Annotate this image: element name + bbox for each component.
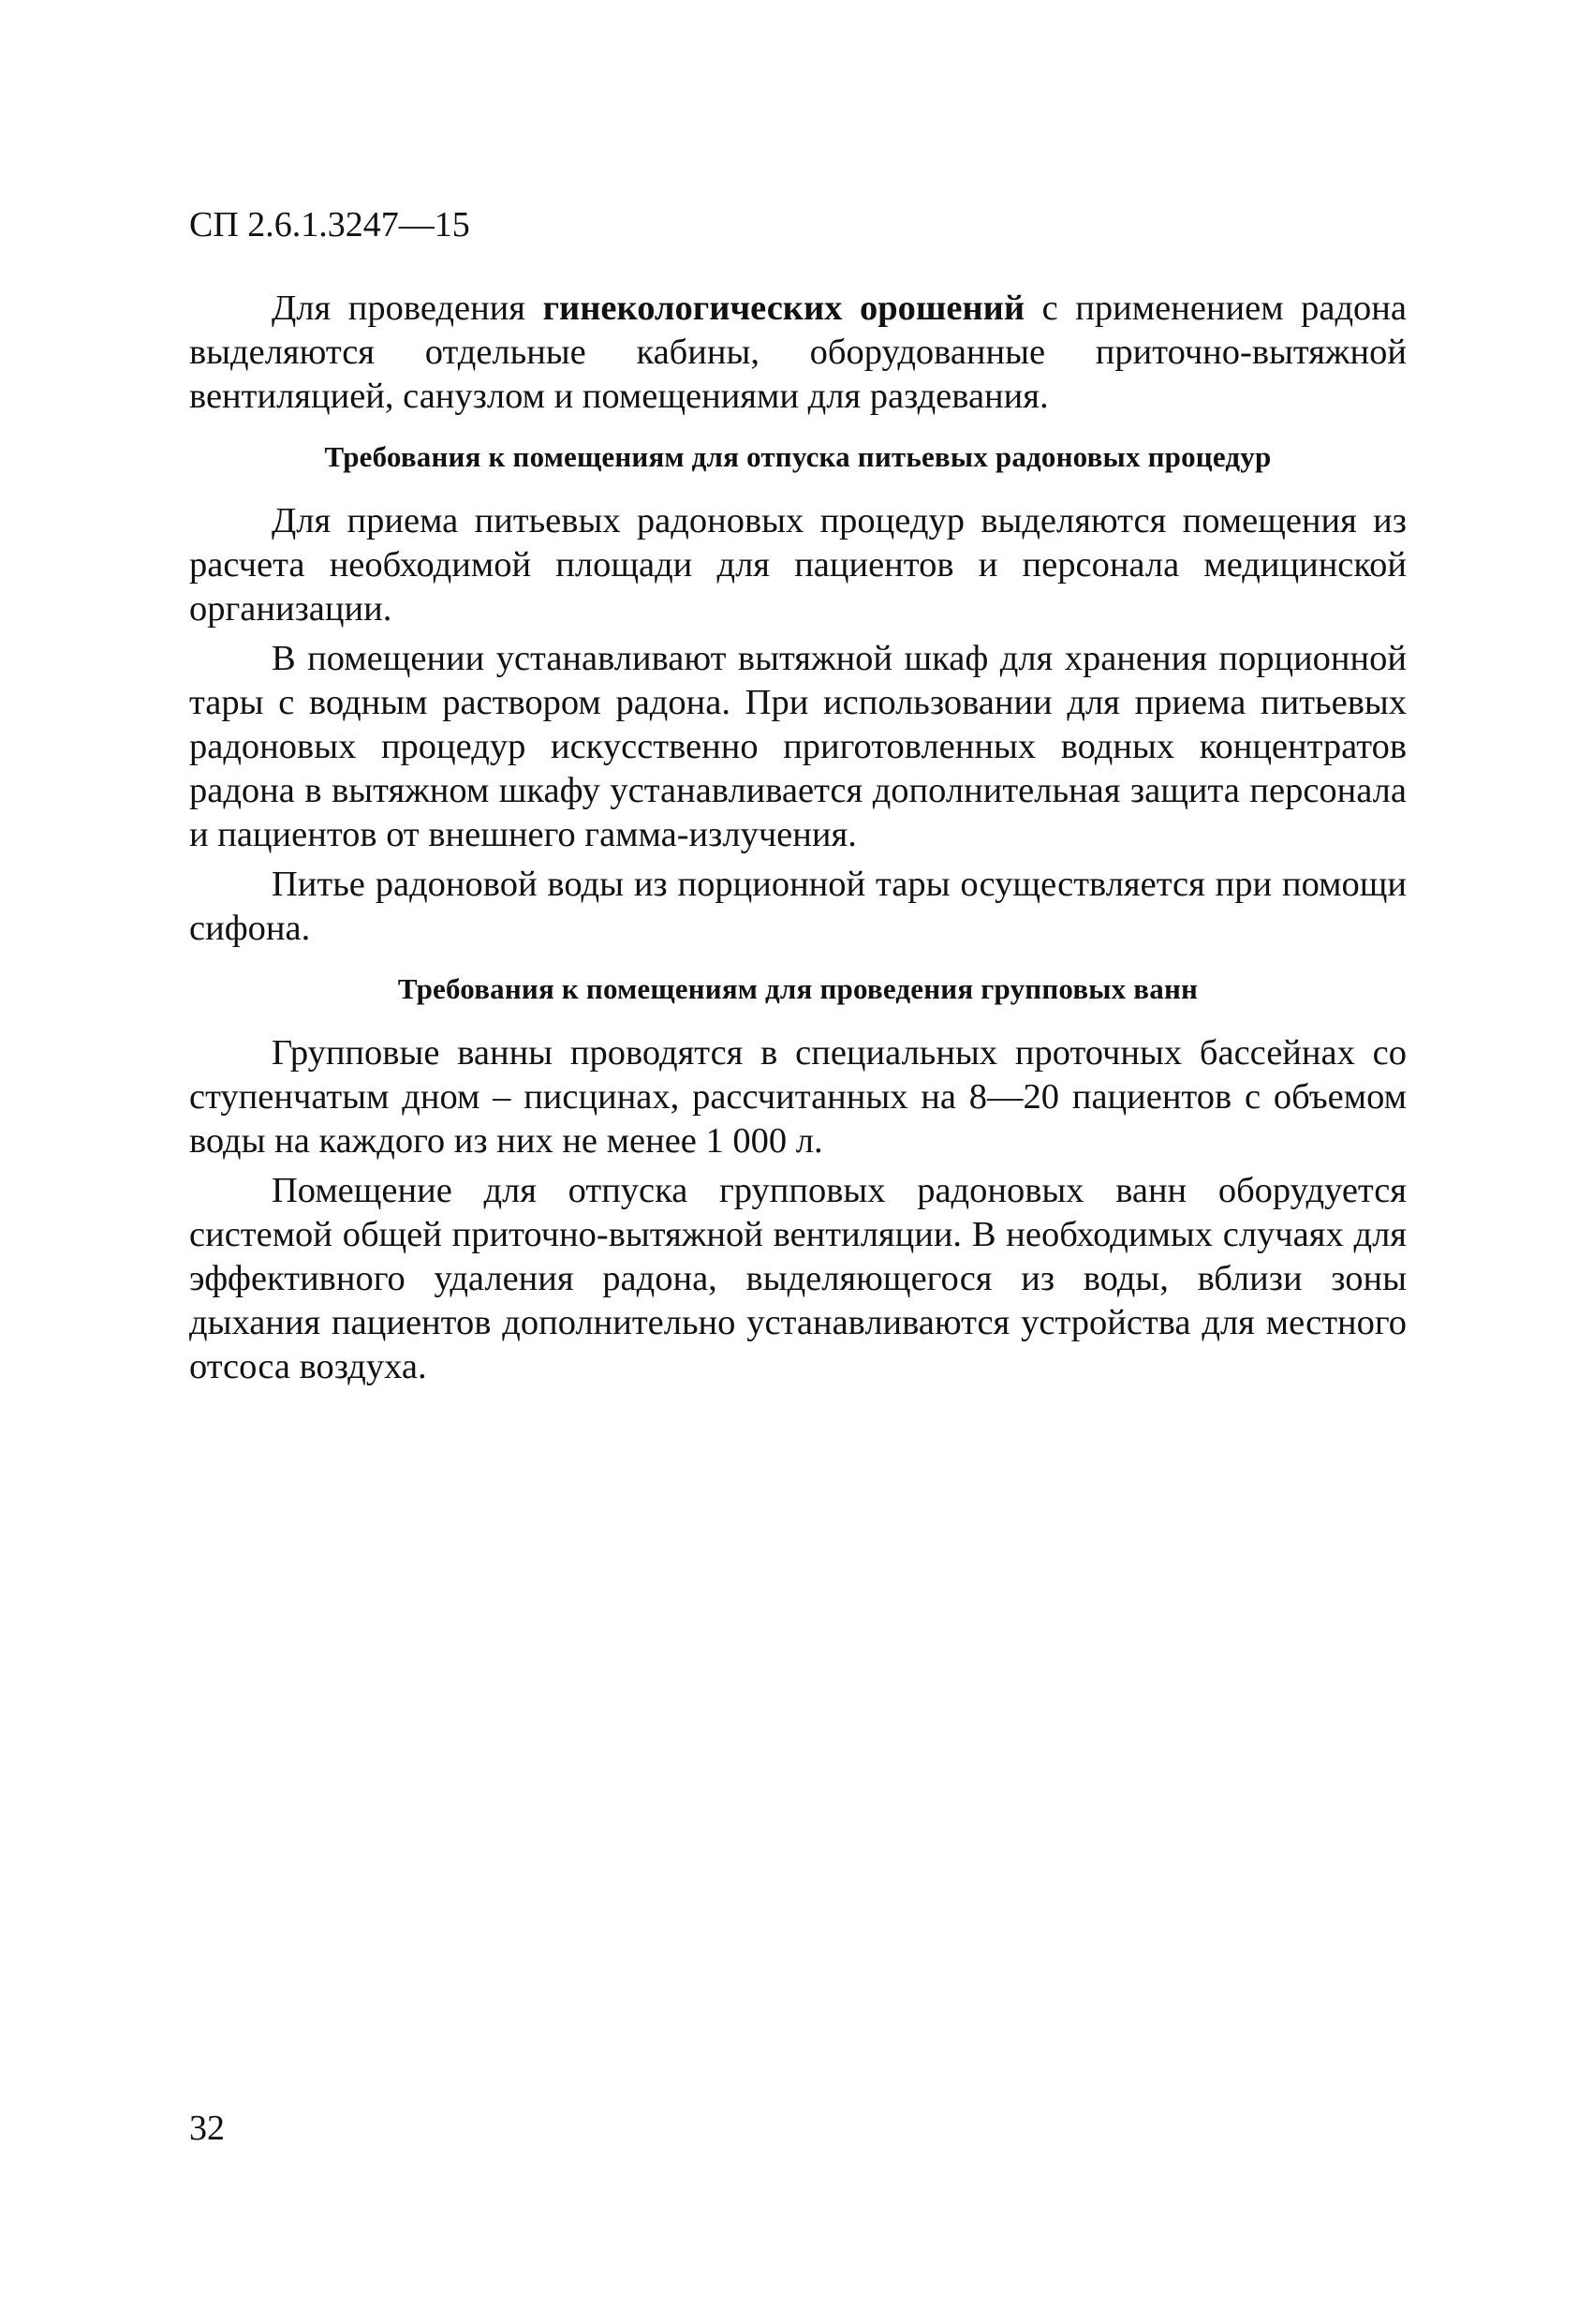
page-content (189, 287, 1407, 1389)
document-code: СП 2.6.1.3247—15 (189, 205, 470, 244)
drinking-paragraph-2: В помещении устанавливают вытяжной шкаф для хранения порционной тары с водным раствором радона. При использовании для приема питьевых радоновых процедур искусственно приготовленных водных концентратов радона в вытяжном шкафу устанавливается дополнительная защита персонала и пациентов от внешнего гамма-излучения. (189, 639, 1407, 854)
group-baths-paragraph-1: Групповые ванны проводятся в специальных проточных бассейнах со ступенчатым дном – писцинах, рассчитанных на 8—20 пациентов с объемом воды на каждого из них не менее 1 000 л. (189, 1033, 1407, 1161)
intro-paragraph (189, 287, 1407, 419)
page-number: 32 (189, 2109, 225, 2148)
section-heading-group-baths: Требования к помещениям для проведения групповых ванн (397, 972, 1199, 1005)
intro-text-end: с применением радона выделяются отдельные кабины, оборудованные приточно-вытяжной вентиляцией, санузлом и помещениями для раздевания. (189, 289, 1408, 416)
intro-text-start: Для проведения (272, 289, 543, 328)
drinking-paragraph-3: Питье радоновой воды из порционной тары осуществляется при помощи сифона. (189, 865, 1407, 948)
group-baths-paragraph-2: Помещение для отпуска групповых радоновых ванн оборудуется системой общей приточно-вытяжной вентиляции. В необходимых случаях для эффективного удаления радона, выделяющегося из воды, вблизи зоны дыхания пациентов дополнительно устанавливаются устройства для местного отсоса воздуха. (189, 1171, 1407, 1386)
section-heading-drinking-procedures: Требования к помещениям для отпуска питьевых радоновых процедур (324, 440, 1272, 473)
drinking-paragraph-1: Для приема питьевых радоновых процедур выделяются помещения из расчета необходимой площади для пациентов и персонала медицинской организации. (189, 501, 1407, 629)
intro-emphasis: гинекологических орошений (542, 289, 1025, 328)
